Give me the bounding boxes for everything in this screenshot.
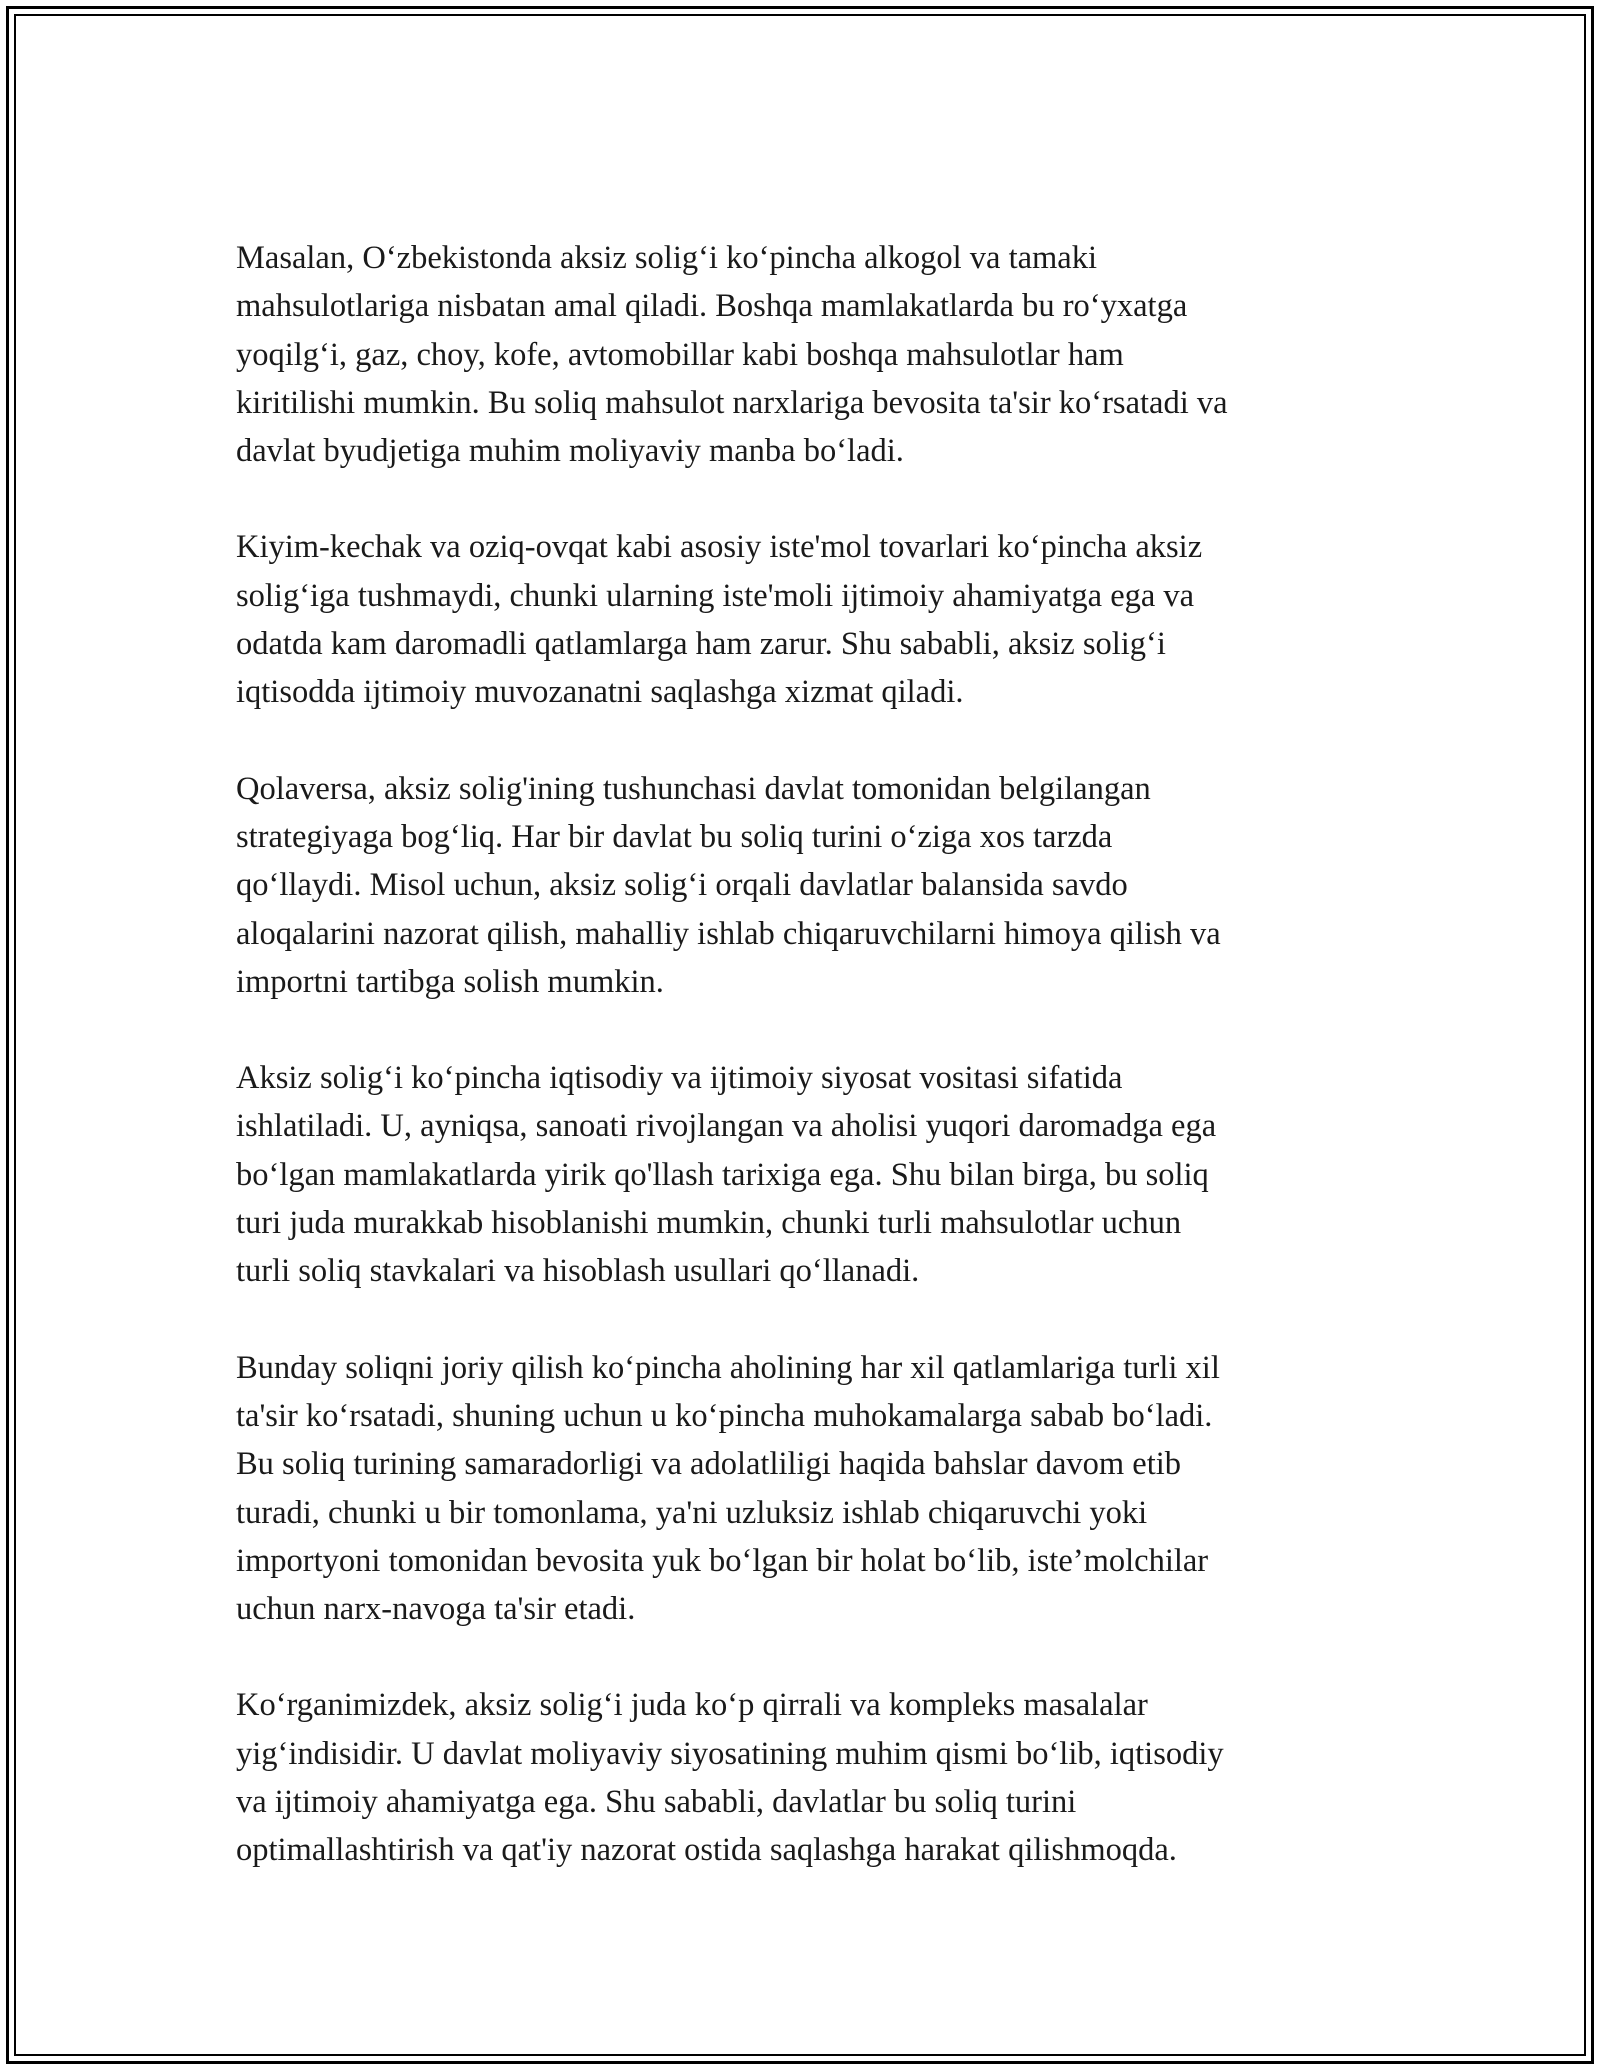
paragraph-5: Bunday soliqni joriy qilish ko‘pincha aholining har xil qatlamlariga turli xil ta'sir ko‘rsatadi, shuning uchun u ko‘pincha muhokamalarga sabab bo‘ladi. Bu soliq turining samaradorligi va adolatliligi haqida bahslar davom etib turadi, chunki u bir tomonlama, ya'ni uzluksiz ishlab chiqaruvchi yoki importyoni tomonidan bevosita yuk bo‘lgan bir holat bo‘lib, iste’molchilar uchun narx-navoga ta'sir etadi. bbox=[236, 1349, 1220, 1628]
paragraph-4: Aksiz solig‘i ko‘pincha iqtisodiy va ijtimoiy siyosat vositasi sifatida ishlatiladi. U, ayniqsa, sanoati rivojlangan va aholisi yuqori daromadga ega bo‘lgan mamlakatlarda yirik qo'llash tarixiga ega. Shu bilan birga, bu soliq turi juda murakkab hisoblanishi mumkin, chunki turli mahsulotlar uchun turli soliq stavkalari va hisoblash usullari qo‘llanadi. bbox=[236, 1060, 1217, 1290]
paragraph-2: Kiyim-kechak va oziq-ovqat kabi asosiy iste'mol tovarlari ko‘pincha aksiz solig‘iga tushmaydi, chunki ularning iste'moli ijtimoiy ahamiyatga ega va odatda kam daromadli qatlamlarga ham zarur. Shu sababli, aksiz solig‘i iqtisodda ijtimoiy muvozanatni saqlashga xizmat qiladi. bbox=[236, 529, 1203, 711]
paragraph-3: Qolaversa, aksiz solig'ining tushunchasi davlat tomonidan belgilangan strategiyaga bog‘liq. Har bir davlat bu soliq turini o‘ziga xos tarzda qo‘llaydi. Misol uchun, aksiz solig‘i orqali davlatlar balansida savdo aloqalarini nazorat qilish, mahalliy ishlab chiqaruvchilarni himoya qilish va importni tartibga solish mumkin. bbox=[236, 770, 1221, 1000]
paragraph-1: Masalan, O‘zbekistonda aksiz solig‘i ko‘pincha alkogol va tamaki mahsulotlariga nisbatan amal qiladi. Boshqa mamlakatlarda bu ro‘yxatga yoqilg‘i, gaz, choy, kofe, avtomobillar kabi boshqa mahsulotlar ham kiritilishi mumkin. Bu soliq mahsulot narxlariga bevosita ta'sir ko‘rsatadi va davlat byudjetiga muhim moliyaviy manba bo‘ladi. bbox=[236, 240, 1228, 470]
document-body bbox=[236, 234, 1366, 1923]
paragraph-6: Ko‘rganimizdek, aksiz solig‘i juda ko‘p qirrali va kompleks masalalar yig‘indisidir. U davlat moliyaviy siyosatining muhim qismi bo‘lib, iqtisodiy va ijtimoiy ahamiyatga ega. Shu sababli, davlatlar bu soliq turini optimallashtirish va qat'iy nazorat ostida saqlashga harakat qilishmoqda. bbox=[236, 1687, 1224, 1869]
